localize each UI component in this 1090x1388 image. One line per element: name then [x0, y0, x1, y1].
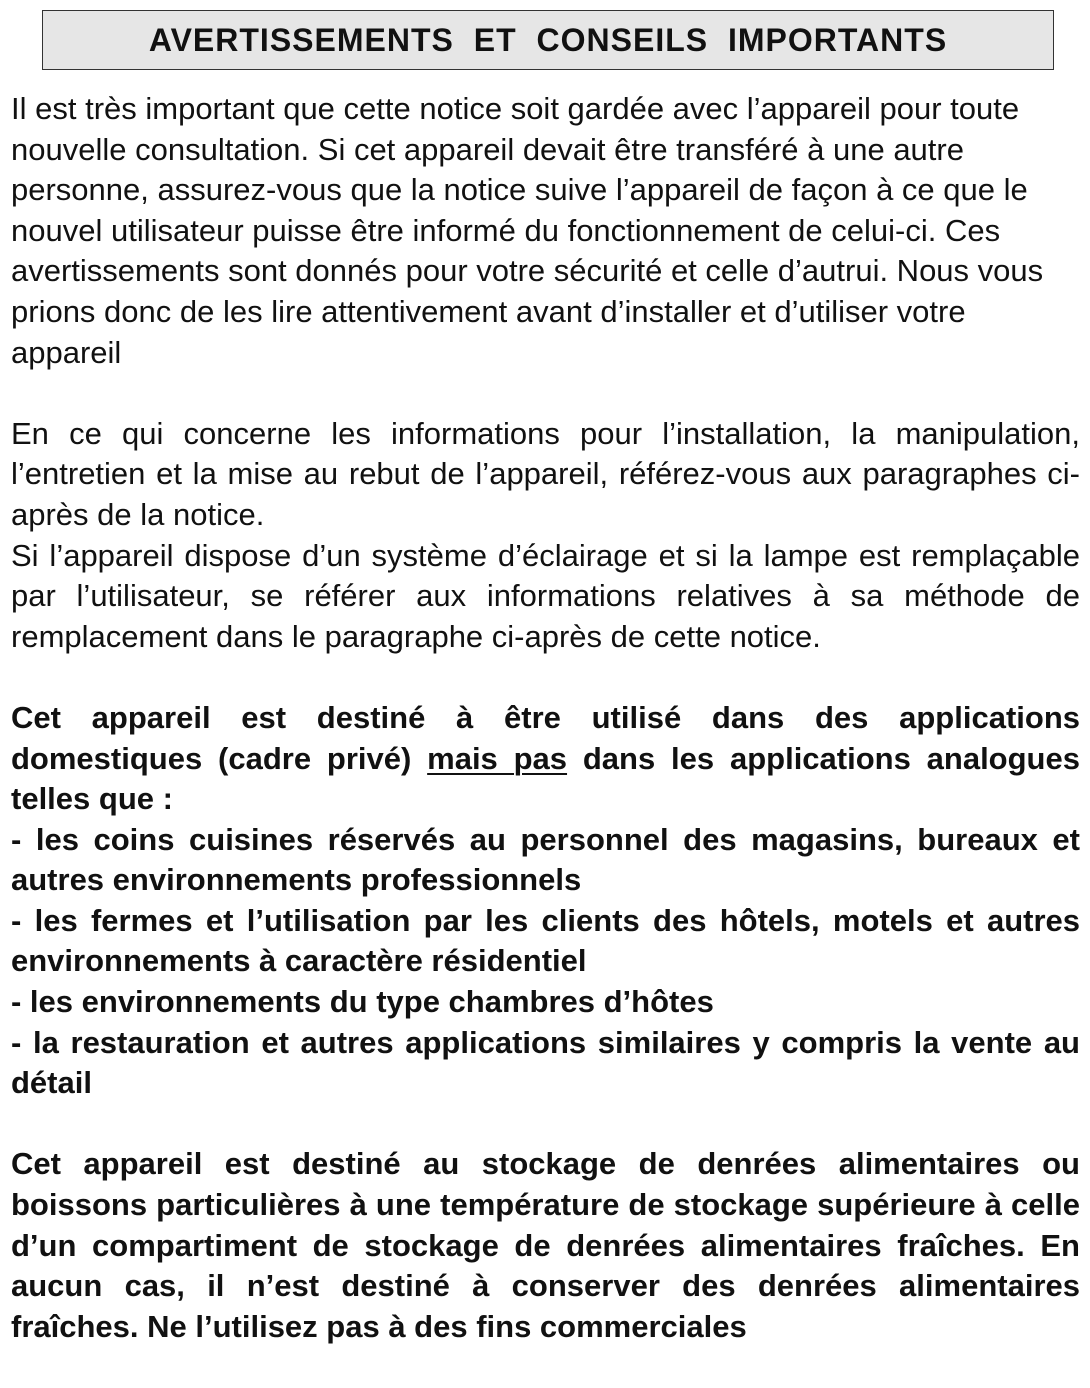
page-title: AVERTISSEMENTS ET CONSEILS IMPORTANTS	[148, 21, 948, 58]
not-in-emphasis: mais pas	[427, 740, 568, 776]
list-item: - la restauration et autres applications similaires y compris la vente au détail	[11, 1024, 1080, 1101]
installation-paragraph: En ce qui concerne les informations pour l’installation, la manipulation, l’entretien et la mise au rebut de l’appareil, référez-vous aux paragraphes ci-après de la notice.	[11, 415, 1080, 532]
paragraph-spacer	[11, 657, 1080, 698]
document-body	[11, 89, 1080, 1347]
title-box	[42, 10, 1054, 70]
storage-paragraph: Cet appareil est destiné au stockage de denrées alimentaires ou boissons particulières à une température de stockage supérieure à celle d’un compartiment de stockage de denrées alimentaires fraîches. En aucun cas, il n’est destiné à conserver des denrées alimentaires fraîches. Ne l’utilisez pas à des fins commerciales	[11, 1146, 1080, 1344]
paragraph-spacer	[11, 1104, 1080, 1145]
domestic-use-text-end: dans les applications analogues telles que :	[11, 740, 1080, 817]
lighting-paragraph: Si l’appareil dispose d’un système d’éclairage et si la lampe est remplaçable par l’utilisateur, se référer aux informations relatives à sa méthode de remplacement dans le paragraphe ci-après de cette notice.	[11, 537, 1080, 654]
domestic-use-paragraph	[11, 698, 1080, 820]
list-item: - les fermes et l’utilisation par les clients des hôtels, motels et autres environnements à caractère résidentiel	[11, 902, 1080, 979]
domestic-use-text: Cet appareil est destiné à être utilisé dans des applications domestiques (cadre privé)	[11, 699, 1080, 776]
list-item: - les environnements du type chambres d’hôtes	[11, 984, 714, 1020]
paragraph-spacer	[11, 373, 1080, 414]
intro-paragraph: Il est très important que cette notice soit gardée avec l’appareil pour toute nouvelle consultation. Si cet appareil devait être transféré à une autre personne, assurez-vous que la notice suive l’appareil de façon à ce que le nouvel utilisateur puisse être informé du fonctionnement de celui-ci. Ces avertissements sont donnés pour votre sécurité et celle d’autrui. Nous vous prions donc de les lire attentivement avant d’installer et d’utiliser votre appareil	[11, 91, 1044, 370]
list-item: - les coins cuisines réservés au personnel des magasins, bureaux et autres environnements professionnels	[11, 821, 1080, 898]
